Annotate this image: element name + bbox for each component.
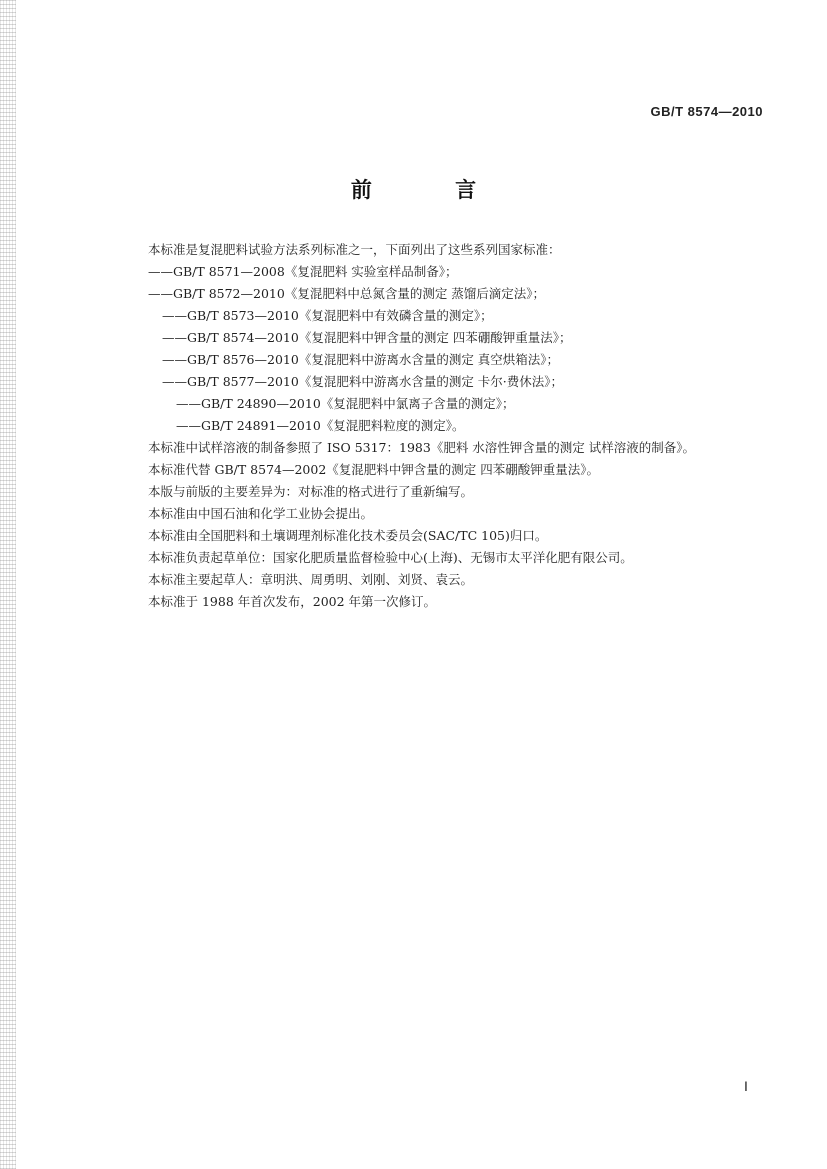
paragraph-drafters: 本标准主要起草人：章明洪、周勇明、刘刚、刘贤、袁云。 [148, 572, 474, 587]
series-list-item: ——GB/T 8571—2008《复混肥料 实验室样品制备》； [148, 264, 458, 279]
page-title: 前 言 [350, 178, 515, 202]
standard-code: GB/T 8574—2010 [650, 104, 763, 119]
series-list-item: ——GB/T 8572—2010《复混肥料中总氮含量的测定 蒸馏后滴定法》； [148, 286, 546, 301]
series-list-item: ——GB/T 8574—2010《复混肥料中钾含量的测定 四苯硼酸钾重量法》； [162, 330, 572, 345]
paragraph-changes: 本版与前版的主要差异为：对标准的格式进行了重新编写。 [148, 484, 474, 499]
paragraph-history: 本标准于 1988 年首次发布，2002 年第一次修订。 [148, 594, 437, 609]
paragraph-proposed-by: 本标准由中国石油和化学工业协会提出。 [148, 506, 374, 521]
series-list-item: ——GB/T 24890—2010《复混肥料中氯离子含量的测定》； [176, 396, 515, 411]
paragraph-iso-reference: 本标准中试样溶液的制备参照了 ISO 5317：1983《肥料 水溶性钾含量的测定 试样溶液的制备》。 [148, 440, 696, 455]
series-list-item: ——GB/T 24891—2010《复混肥料粒度的测定》。 [176, 418, 465, 433]
series-list-item: ——GB/T 8577—2010《复混肥料中游离水含量的测定 卡尔·费休法》； [162, 374, 564, 389]
foreword-body [148, 239, 788, 613]
paragraph-replaces: 本标准代替 GB/T 8574—2002《复混肥料中钾含量的测定 四苯硼酸钾重量法》。 [148, 462, 600, 477]
series-list-item: ——GB/T 8573—2010《复混肥料中有效磷含量的测定》； [162, 308, 493, 323]
page-number: I [744, 1078, 748, 1094]
series-list-item: ——GB/T 8576—2010《复混肥料中游离水含量的测定 真空烘箱法》； [162, 352, 560, 367]
paragraph-committee: 本标准由全国肥料和土壤调理剂标准化技术委员会(SAC/TC 105)归口。 [148, 528, 548, 543]
intro-paragraph: 本标准是复混肥料试验方法系列标准之一，下面列出了这些系列国家标准： [148, 242, 561, 257]
paragraph-drafting-units: 本标准负责起草单位：国家化肥质量监督检验中心(上海)、无锡市太平洋化肥有限公司。 [148, 550, 633, 565]
